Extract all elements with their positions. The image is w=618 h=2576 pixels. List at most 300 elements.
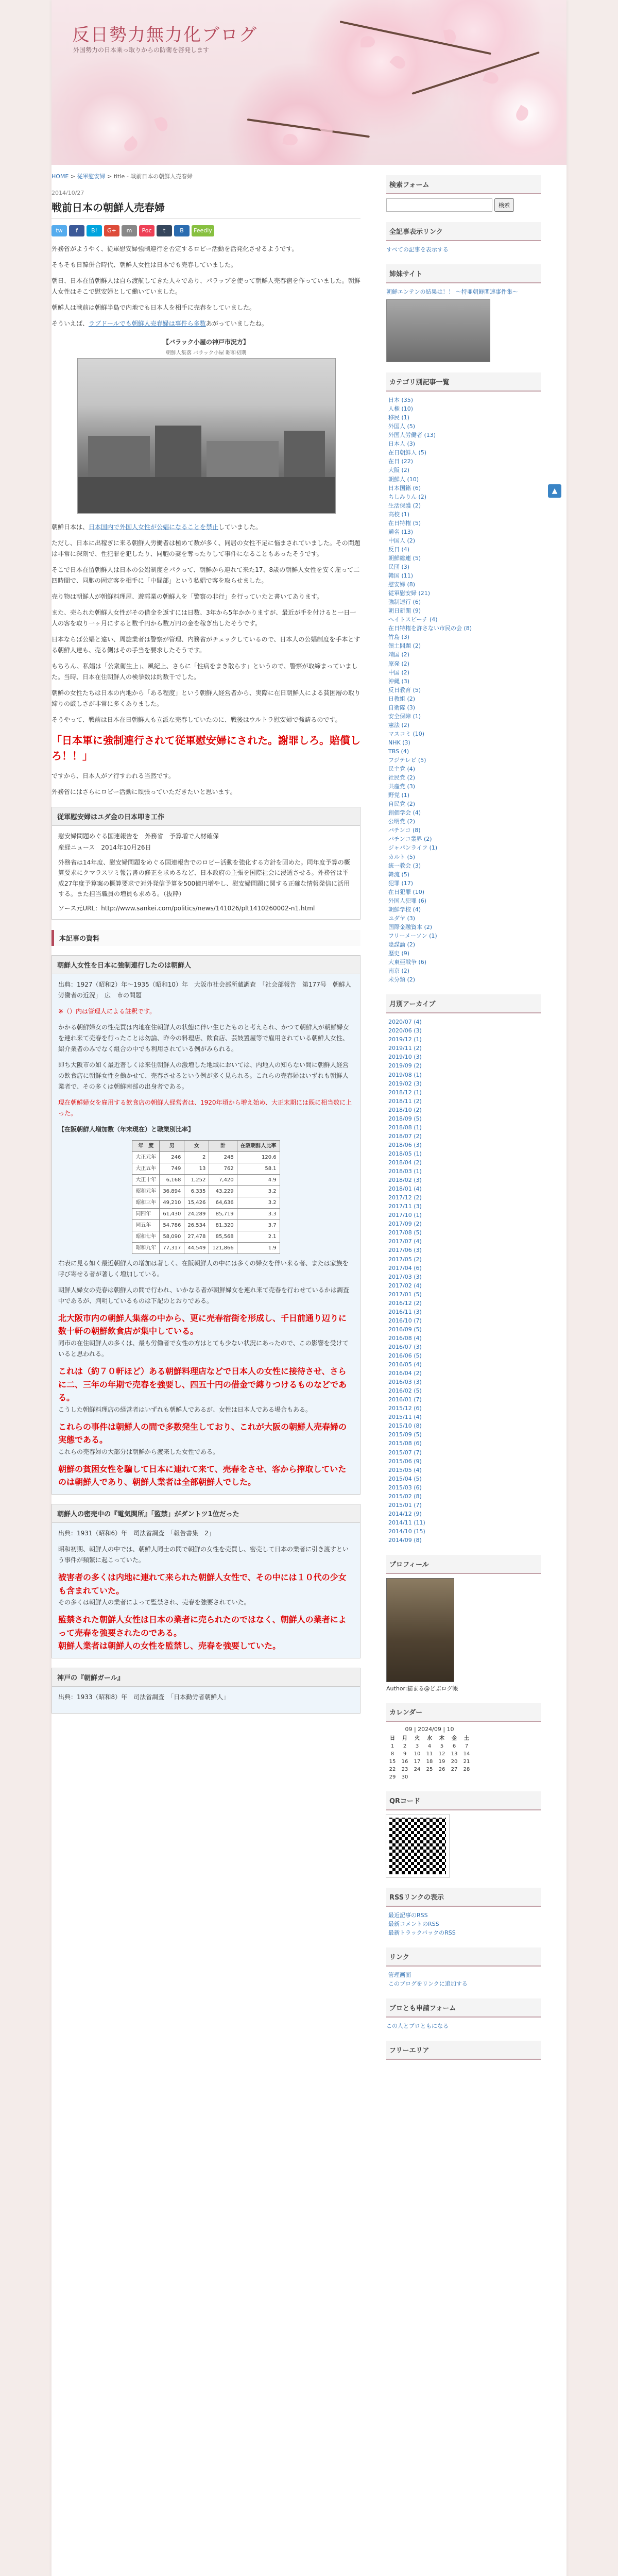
category-item[interactable]: 在日犯罪 (10) [388,888,425,895]
archive-item[interactable]: 2016/11 (3) [388,1308,422,1315]
table-cell: 1,252 [184,1174,209,1185]
breadcrumb [52,172,360,180]
calendar-day: 21 [463,1759,470,1765]
archive-item[interactable]: 2018/06 (3) [388,1141,422,1148]
reference-box-3 [52,1668,360,1714]
news-box [52,807,360,920]
reference-box-body [52,1687,360,1713]
ref-paragraph: 右表に見る如く最近朝鮮人の増加は著しく、在阪朝鮮人の中には多くの婦女を伴い来る者、または家族を呼び寄せる者が著しく増加している。 [58,1259,349,1278]
table-cell: 2 [184,1151,209,1163]
table-cell: 昭和七年 [132,1231,160,1242]
category-item[interactable]: 創価学会 (4) [388,809,421,817]
free-area-heading: フリーエリア [386,2041,541,2060]
archive-item[interactable]: 2017/06 (3) [388,1247,422,1254]
post-paragraph: ただし、日本に出稼ぎに来る朝鮮人労働者は極めて数が多く、同居の女性不足に悩まされていました。その問題は非常に深刻で、性犯罪を犯したり、同胞の妻を奪ったりして事件になることもあったそうです。 [52,539,360,557]
ref-paragraph: 昭和初期、朝鮮人の中では、朝鮮人同士の間で朝鮮の女性を売買し、密売して日本の業者に引き渡すという事件が頻繁に起こっていた。 [58,1546,349,1564]
table-cell: 27,478 [184,1231,209,1242]
category-item[interactable]: ユダヤ (3) [388,914,416,922]
news-box-heading: 従軍慰安婦はユダ金の日本叩き工作 [52,807,360,826]
post-paragraph [52,318,360,329]
population-table [132,1140,280,1254]
table-cell: 1.9 [237,1242,280,1253]
table-cell: 54,786 [160,1219,184,1231]
table-row [132,1163,280,1174]
category-item[interactable]: 反日教育 (5) [388,686,421,693]
archive-item[interactable]: 2019/08 (1) [388,1071,422,1078]
category-item[interactable]: 在日特権 (5) [388,519,421,527]
archive-item[interactable]: 2015/09 (5) [388,1431,422,1438]
calendar-day: 10 [414,1751,421,1757]
table-cell: 24,289 [184,1208,209,1219]
category-item[interactable]: TBS (4) [388,748,409,755]
note: ※（）内は管理人による註釈です。 [58,1007,156,1015]
table-cell: 同五年 [132,1219,160,1231]
archive-item[interactable]: 2018/03 (1) [388,1168,422,1175]
category-item[interactable]: 民団 (3) [388,563,410,570]
category-item[interactable]: 統一教会 (3) [388,862,421,869]
calendar-caption[interactable]: 09 | 2024/09 | 10 [405,1726,454,1733]
table-row [132,1242,280,1253]
post-paragraph: 朝鮮人は戦前は朝鮮半島で内地でも日本人を相手に売春をしていました。 [52,304,256,311]
reference-box-heading: 神戸の『朝鮮ガール』 [52,1668,360,1687]
category-item[interactable]: 犯罪 (17) [388,879,414,887]
table-cell: 同四年 [132,1208,160,1219]
category-item[interactable]: 原発 (2) [388,660,410,667]
post-paragraph: 外務省にはさらにロビー活動に頑張っていただきたいと思います。 [52,788,236,795]
archive-item[interactable]: 2014/11 (11) [388,1519,425,1526]
archive-item[interactable]: 2017/12 (2) [388,1194,422,1201]
calendar-day: 17 [414,1759,421,1765]
table-header-cell: 年 度 [132,1140,160,1151]
category-item[interactable]: 反日 (4) [388,546,410,553]
calendar-weekday: 日 [390,1736,395,1742]
calendar-day: 1 [390,1743,394,1750]
sidebar-link[interactable]: このブログをリンクに追加する [388,1980,468,1988]
table-row [132,1185,280,1197]
category-item[interactable]: 朝鮮総連 (5) [388,554,421,562]
category-item[interactable]: 日本人 (3) [388,440,416,448]
table-cell: 64,636 [209,1197,237,1208]
archive-item[interactable]: 2016/06 (5) [388,1352,422,1360]
text-span: あがっていましたね。 [205,320,268,327]
calendar [386,1726,473,1781]
sidebar-link[interactable]: 管理画面 [388,1972,411,1979]
archive-item[interactable]: 2014/09 (8) [388,1537,422,1544]
category-item[interactable]: 日本 (35) [388,397,414,404]
category-item[interactable]: 領土問題 (2) [388,642,421,650]
table-cell: 81,320 [209,1219,237,1231]
post-paragraph: ですから、日本人がア行すわれる当然です。 [52,772,175,779]
reference-box-heading: 朝鮮人の密売中の『電気関所』「監禁」がダントツ1位だった [52,1504,360,1523]
table-cell: 大正元年 [132,1151,160,1163]
category-item[interactable]: 大東亜戦争 (6) [388,959,427,966]
news-body: 外務省は14年度、慰安婦問題をめぐる国連報告でのロビー活動を強化する方針を固めた。同年度予算の概算要求にクマラスワミ報告書の修正を求めるなど、日本政府の主張を国際社会に浸透させる。外務省は平成27年度予算案の概算要求で対外発信予算を500億円増やし、慰安婦問題に関する正確な情報発信に活用する。また担当職員の増員も求める。（抜粋） [58,858,350,897]
table-cell: 61,430 [160,1208,184,1219]
category-item[interactable]: 朝鮮人 (10) [388,476,419,483]
calendar-day: 26 [438,1767,445,1773]
category-item[interactable]: 外国人犯罪 (6) [388,897,427,904]
category-item[interactable]: 靖国 (2) [388,651,410,658]
table-cell: 49,210 [160,1197,184,1208]
archive-item[interactable]: 2017/04 (6) [388,1264,422,1272]
archive-item[interactable]: 2018/10 (2) [388,1106,422,1113]
category-item[interactable]: パチンコ業界 (2) [388,836,432,843]
archive-item[interactable]: 2016/09 (5) [388,1326,422,1333]
category-item[interactable]: 日本国籍 (6) [388,484,421,492]
calendar-weekday: 木 [439,1736,444,1742]
calendar-day: 9 [403,1751,407,1757]
ref-paragraph: その多くは朝鮮人の業者によって監禁され、売春を強要されていた。 [58,1599,250,1606]
calendar-weekday: 土 [464,1736,469,1742]
category-item[interactable]: 憲法 (2) [388,721,410,728]
archive-item[interactable]: 2018/04 (2) [388,1159,422,1166]
category-item[interactable]: マスコミ (10) [388,730,425,737]
twitter-share-button[interactable]: tw [52,225,67,236]
category-item[interactable]: 陰謀論 (2) [388,941,416,948]
archive-item[interactable]: 2015/11 (4) [388,1414,422,1421]
table-cell: 3.2 [237,1197,280,1208]
category-item[interactable]: 在日 (22) [388,458,414,465]
search-form [386,198,541,212]
emphasis-quote: 「日本軍に強制連行されて従軍慰安婦にされた。謝罪しろ。賠償しろ！！」 [52,734,360,762]
calendar-day: 27 [451,1767,458,1773]
bookmark-share-button[interactable]: B [174,225,190,236]
calendar-day: 6 [452,1743,456,1750]
archive-heading: 月別アーカイブ [386,994,541,1013]
category-item[interactable]: 日教組 (2) [388,695,416,702]
calendar-weekday: 火 [415,1736,420,1742]
archive-item[interactable]: 2016/12 (2) [388,1299,422,1307]
breadcrumb-separator: > [107,173,112,180]
category-item[interactable]: 強制連行 (6) [388,599,421,606]
table-header-cell: 計 [209,1140,237,1151]
category-item[interactable]: 南京 (2) [388,968,410,975]
category-item[interactable]: 生活保護 (2) [388,502,421,509]
breadcrumb-home[interactable]: HOME [52,173,69,180]
archive-item[interactable]: 2016/08 (4) [388,1334,422,1342]
archive-item[interactable]: 2019/12 (1) [388,1036,422,1043]
figure-caption: 【バラック小屋の神戸市況方】 [163,338,249,346]
category-item[interactable]: 外国人 (5) [388,423,416,430]
inline-link[interactable]: ラブドールでも朝鮮人売春婦は事件ら多数 [89,320,206,327]
archive-item[interactable]: 2016/10 (7) [388,1317,422,1324]
calendar-week [386,1758,473,1766]
category-item[interactable]: 慰安婦 (8) [388,581,416,588]
category-item[interactable]: 自衛隊 (3) [388,704,416,711]
calendar-day: 28 [463,1767,470,1773]
table-cell: 6,335 [184,1185,209,1197]
archive-item[interactable]: 2015/10 (8) [388,1422,422,1430]
pocket-share-button[interactable]: Poc [139,225,154,236]
category-item[interactable]: 自民党 (2) [388,801,416,808]
archive-item[interactable]: 2017/05 (2) [388,1256,422,1263]
emphasis-text: 朝鮮人業者は朝鮮人の女性を監禁し、売春を強要していた。 [58,1641,281,1651]
search-button[interactable]: 検索 [494,198,514,212]
archive-list [386,1018,541,1545]
category-item[interactable]: NHK (3) [388,739,410,746]
emphasis-text: 被害者の多くは内地に連れて来られた朝鮮人女性で、その中には１０代の少女も含まれていた。 [58,1572,347,1596]
category-item[interactable]: 竹島 (3) [388,634,410,641]
archive-item[interactable]: 2015/02 (8) [388,1493,422,1500]
emphasis-text: 監禁された朝鮮人女性は日本の業者に売られたのではなく、朝鮮人の業者によって売春を強要されたのである。 [58,1615,347,1638]
category-item[interactable]: 移民 (1) [388,414,410,421]
archive-item[interactable]: 2017/07 (4) [388,1238,422,1245]
table-cell: 昭和九年 [132,1242,160,1253]
calendar-week [386,1773,473,1781]
breadcrumb-separator: > [70,173,76,180]
sister-site-heading: 姉妹サイト [386,264,541,283]
calendar-day: 22 [389,1767,396,1773]
ref-paragraph: 即ち大阪市の如く最近著しくは来住朝鮮人の激増した地域においては、内地人の知らない間に朝鮮人経営の飲食店に朝鮮女性を働かせて、売春させるという例が多く見られる。これらの売春婦はいずれも朝鮮人業者で、その多くは朝鮮南部の出身者である。 [58,1061,349,1090]
category-item[interactable]: 大阪 (2) [388,467,410,474]
category-item[interactable]: 野党 (1) [388,792,410,799]
category-item[interactable]: 外国人労働者 (13) [388,432,436,439]
calendar-day [423,1773,436,1781]
archive-item[interactable]: 2017/08 (5) [388,1229,422,1236]
archive-item[interactable]: 2014/12 (9) [388,1510,422,1517]
table-cell: 7,420 [209,1174,237,1185]
calendar-weekday: 月 [402,1736,407,1742]
category-item[interactable]: 未分類 (2) [388,976,416,984]
category-item[interactable]: 通名 (13) [388,528,414,535]
archive-item[interactable]: 2019/10 (3) [388,1054,422,1061]
category-item[interactable]: 人権 (10) [388,405,414,413]
table-cell: 26,534 [184,1219,209,1231]
archive-item[interactable]: 2020/06 (3) [388,1027,422,1035]
table-cell: 3.3 [237,1208,280,1219]
calendar-day: 12 [438,1751,445,1757]
source-meta: 出典：1931（昭和6）年 司法省調査 「報告書集 2」 [58,1530,215,1537]
archive-item[interactable]: 2017/03 (3) [388,1273,422,1280]
calendar-day [460,1773,473,1781]
table-cell: 121,866 [209,1242,237,1253]
category-item[interactable]: ジャパンライフ (1) [388,844,438,852]
category-item[interactable]: パチンコ (8) [388,827,421,834]
feedly-share-button[interactable]: Feedly [192,225,214,236]
calendar-day [448,1773,460,1781]
archive-item[interactable]: 2015/08 (6) [388,1440,422,1447]
post-paragraph: もちろん、私娼は「公衆衛生上」、風紀上、さらに「性病をまき散らす」というので、警察が取締まっていました。当時、日本在住朝鮮人の検挙数は約数千でした。 [52,663,358,681]
category-item[interactable]: フジテレビ (5) [388,757,426,764]
table-cell: 36,894 [160,1185,184,1197]
apply-link[interactable]: この人とブロともになる [386,2023,449,2030]
source-meta: 出典：1927（昭和2）年～1935（昭和10）年 大阪市社会部所蔵調査 「社会部報告 第177号 朝鮮人労働者の近況」 広 市の問題 [58,980,351,999]
archive-item[interactable]: 2017/02 (4) [388,1282,422,1289]
category-item[interactable]: 朝日新聞 (9) [388,607,421,615]
link-list [386,1971,541,1988]
table-cell: 58,090 [160,1231,184,1242]
rss-link[interactable]: 最新コメントのRSS [388,1921,439,1928]
category-item[interactable]: 安全保障 (1) [388,713,421,720]
archive-item[interactable]: 2015/01 (7) [388,1501,422,1509]
table-title: 【在阪朝鮮人増加数（年末現在）と職業別比率】 [58,1125,195,1133]
post-paragraph: また、売られた朝鮮人女性がその借金を返すには日数、3年から5年かかりますが、最近が手を付けると一日一人の客を取り一ヶ月にすると数千円から数万円の金を稼ぎ出したそうです。 [52,609,356,627]
archive-item[interactable]: 2019/09 (2) [388,1062,422,1070]
archive-item[interactable]: 2018/09 (5) [388,1115,422,1122]
archive-item[interactable]: 2017/09 (2) [388,1221,422,1228]
archive-item[interactable]: 2015/06 (9) [388,1458,422,1465]
category-item[interactable]: 韓流 (5) [388,871,410,878]
archive-item[interactable]: 2018/02 (3) [388,1177,422,1184]
sister-site-link[interactable]: 朝鮮エンテンの結果は！！ ～特亜朝鮮関連事件集～ [386,289,518,296]
reference-box-heading: 朝鮮人女性を日本に強制連行したのは朝鮮人 [52,956,360,974]
apply-heading: ブロとも申請フォーム [386,1998,541,2018]
category-item[interactable]: 朝鮮学校 (4) [388,906,421,913]
photo-figure [77,337,335,514]
table-cell: 762 [209,1163,237,1174]
archive-item[interactable]: 2018/11 (2) [388,1097,422,1105]
table-cell: 749 [160,1163,184,1174]
post-date: 2014/10/27 [52,190,84,196]
table-cell: 85,719 [209,1208,237,1219]
table-row [132,1219,280,1231]
emphasis-text: これらの事件は朝鮮人の間で多数発生しており、これが大阪の朝鮮人売春婦の実態である。 [58,1421,347,1445]
table-cell: 6,168 [160,1174,184,1185]
category-item[interactable]: ヘイトスピーチ (4) [388,616,438,623]
archive-item[interactable]: 2019/11 (2) [388,1045,422,1052]
googleplus-share-button[interactable]: G+ [104,225,119,236]
archive-item[interactable]: 2020/07 (4) [388,1019,422,1026]
table-row [132,1151,280,1163]
category-item[interactable]: 中国人 (2) [388,537,416,544]
search-input[interactable] [386,198,492,212]
category-item[interactable]: 民主党 (4) [388,766,416,773]
rss-link[interactable]: 最近記事のRSS [388,1912,428,1919]
archive-item[interactable]: 2015/04 (5) [388,1475,422,1482]
archive-item[interactable]: 2017/10 (1) [388,1212,422,1219]
archive-item[interactable]: 2018/01 (4) [388,1185,422,1193]
category-item[interactable]: 沖縄 (3) [388,677,410,685]
post-paragraph: 外務省がようやく、従軍慰安婦強制連行を否定するロビー活動を活発化させるようです。 [52,245,298,252]
ref-paragraph: こうした朝鮮料理店の経営者はいずれも朝鮮人であるが、女性は日本人である場合もある。 [58,1405,312,1413]
category-item[interactable]: 社民党 (2) [388,774,416,782]
archive-item[interactable]: 2017/11 (3) [388,1203,422,1210]
archive-item[interactable]: 2016/03 (3) [388,1379,422,1386]
category-item[interactable]: 在日特権を許さない市民の会 (8) [388,625,472,632]
news-box-body [52,826,360,919]
archive-item[interactable]: 2016/02 (5) [388,1387,422,1395]
table-cell: 77,317 [160,1242,184,1253]
table-cell: 246 [160,1151,184,1163]
scroll-to-top-button[interactable]: ▲ [548,484,561,498]
archive-item[interactable]: 2015/07 (7) [388,1449,422,1456]
inline-link[interactable]: 日本国内で外国人女性が公娼になることを禁止 [89,523,219,531]
calendar-day: 4 [427,1743,432,1750]
archive-item[interactable]: 2019/02 (3) [388,1080,422,1087]
category-item[interactable]: カルト (5) [388,853,416,860]
category-item[interactable]: ちしみりん (2) [388,493,427,500]
figure-subcaption: 朝鮮人集落 バラック小屋 昭和初期 [165,350,247,356]
facebook-share-button[interactable]: f [69,225,84,236]
text-span: そういえば、 [52,320,89,327]
table-header-cell: 男 [160,1140,184,1151]
news-source: 産経ニュース 2014年10月26日 [58,844,151,852]
calendar-week [386,1750,473,1758]
mixi-share-button[interactable]: m [122,225,137,236]
table-row [132,1174,280,1185]
calendar-day: 13 [451,1751,458,1757]
table-cell: 3.2 [237,1185,280,1197]
calendar-day: 8 [390,1751,394,1757]
profile-image [386,1578,454,1682]
archive-item[interactable]: 2018/07 (2) [388,1132,422,1140]
archive-item[interactable]: 2016/05 (4) [388,1361,422,1368]
category-item[interactable]: 中国 (2) [388,669,410,676]
post-title[interactable]: 戦前日本の朝鮮人売春婦 [52,199,360,219]
archive-item[interactable]: 2018/05 (1) [388,1150,422,1157]
hatena-share-button[interactable]: B! [87,225,102,236]
archive-item[interactable]: 2016/01 (7) [388,1396,422,1403]
table-cell: 58.1 [237,1163,280,1174]
ref-paragraph: 朝鮮人婦女の売春は朝鮮人の間で行われ、いかなる者が朝鮮婦女を連れ来て売春を行わせているかは調査中であるが、判明しているものは下記のとおりである。 [58,1286,349,1304]
calendar-weekday: 水 [427,1736,432,1742]
ref-paragraph: かかる朝鮮婦女の性売買は内地在住朝鮮人の状態に伴い生じたものと考えられ、かつて朝鮮人が朝鮮婦女を連れ来て売春を行ったことは勿論、昨今の料理店、飲食店、芸妓置屋等で雇用されている朝鮮人女性、紹介業者のみでなく組合の中でも利用されている例がみられる。 [58,1023,349,1053]
ref-paragraph: これらの売春婦の大部分は朝鮮から渡来した女性である。 [58,1448,219,1455]
qr-heading: QRコード [386,1791,541,1810]
category-item[interactable]: 従軍慰安婦 (21) [388,590,431,597]
archive-item[interactable]: 2015/05 (4) [388,1466,422,1473]
archive-item[interactable]: 2016/04 (2) [388,1370,422,1377]
link-heading: リンク [386,1947,541,1967]
sidebar [386,165,541,2064]
calendar-week [386,1742,473,1750]
archive-item[interactable]: 2018/12 (1) [388,1089,422,1096]
site-title[interactable]: 反日勢力無力化ブログ [72,26,258,45]
rss-link[interactable]: 最新トラックバックのRSS [388,1929,456,1937]
calendar-day: 29 [389,1774,396,1781]
table-cell: 120.6 [237,1151,280,1163]
emphasis-text: これは（約７０軒ほど）ある朝鮮料理店などで日本人の女性に接待させ、さらに二、三年の年期で売春を強要し、四五十円の借金で縛りつけるものなどである。 [58,1366,347,1403]
text-span: 朝鮮日本は、 [52,523,89,531]
calendar-day: 23 [401,1767,408,1773]
table-row [132,1208,280,1219]
category-item[interactable]: 高校 (1) [388,511,410,518]
archive-item[interactable]: 2017/01 (5) [388,1291,422,1298]
archive-item[interactable]: 2018/08 (1) [388,1124,422,1131]
post-paragraph: 日本ならば公娼と違い、周旋業者は警察が管理、内務省がチェックしているので、日本人の公娼制度を手本とする朝鮮人達も、売る側はその手当を要求したそうです。 [52,636,360,654]
post-paragraph: そもそも日韓併合時代、朝鮮人女性は日本でも売春していました。 [52,261,237,268]
category-item[interactable]: フリーメーソン (1) [388,932,437,939]
archive-item[interactable]: 2015/12 (6) [388,1405,422,1412]
archive-item[interactable]: 2016/07 (3) [388,1343,422,1350]
post-paragraph: 朝鮮の女性たちは日本の内地から「ある程度」という朝鮮人経営者から、実際に在日朝鮮人による貧困層の取り締りの厳しさが非常に多くありました。 [52,689,361,707]
news-url[interactable]: ソース元URL：http://www.sankei.com/politics/news/141026/plt1410260002-n1.html [58,905,315,912]
emphasis-text: 朝鮮の貧困女性を騙して日本に連れて来て、売春をさせ、客から搾取していたのは朝鮮人であり、朝鮮人業者は全部朝鮮人でした。 [58,1464,347,1487]
category-item[interactable]: 公明党 (2) [388,818,416,825]
category-item[interactable]: 歴史 (9) [388,950,410,957]
calendar-day: 19 [438,1759,445,1765]
reference-box-1 [52,955,360,1495]
qr-code [386,1815,449,1877]
calendar-day: 18 [426,1759,433,1765]
archive-item[interactable]: 2014/10 (15) [388,1528,425,1535]
category-item[interactable]: 共産党 (3) [388,783,416,790]
sister-site-thumbnail[interactable] [386,299,490,362]
category-item[interactable]: 韓国 (11) [388,572,414,580]
all-posts-link[interactable]: すべての記事を表示する [386,246,449,253]
tumblr-share-button[interactable]: t [157,225,172,236]
table-cell: 昭和元年 [132,1185,160,1197]
archive-item[interactable]: 2015/03 (6) [388,1484,422,1491]
table-cell: 2.1 [237,1231,280,1242]
category-item[interactable]: 在日朝鮮人 (5) [388,449,427,456]
breadcrumb-category[interactable]: 従軍慰安婦 [77,173,106,180]
site-description: 外国勢力の日本乗っ取りからの防衛を啓発します [73,46,210,54]
category-item[interactable]: 国際金融資本 (2) [388,923,433,930]
calendar-day: 14 [463,1751,470,1757]
calendar-day: 3 [415,1743,419,1750]
calendar-day [411,1773,423,1781]
